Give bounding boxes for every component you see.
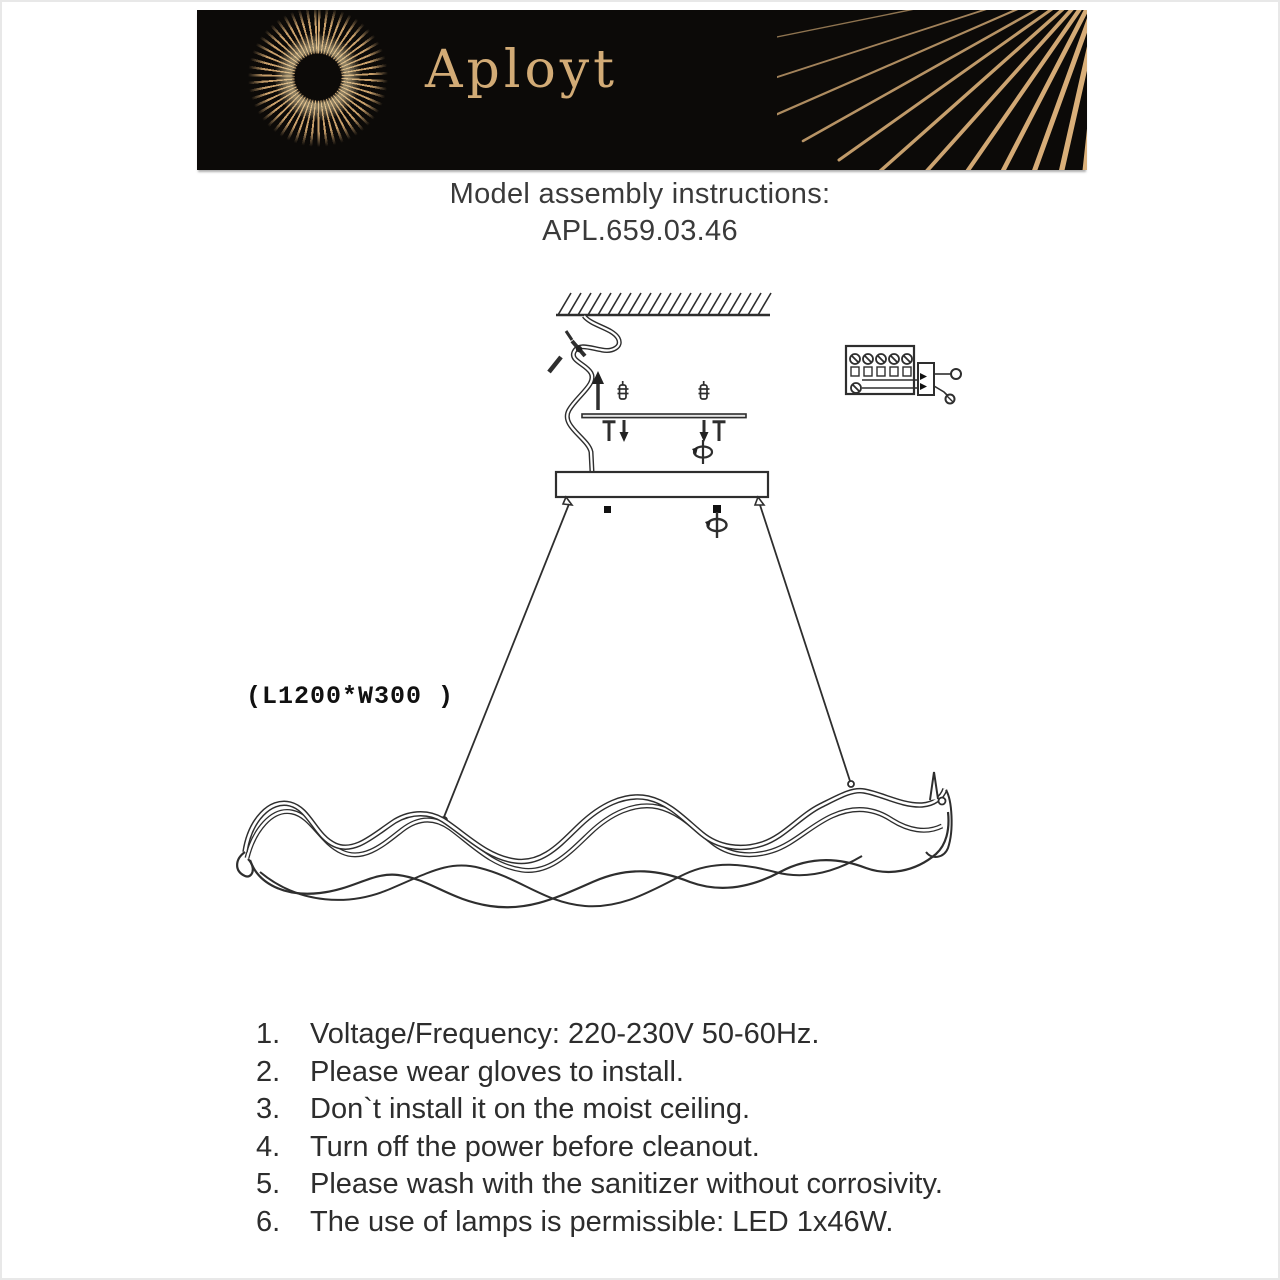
brand-banner [197, 10, 1087, 170]
rotate-symbol-lower [705, 512, 727, 538]
instruction-number: 3. [256, 1093, 281, 1125]
wavy-chandelier [237, 772, 952, 907]
instruction-number: 6. [256, 1205, 281, 1238]
brand-name: Aployt [425, 40, 619, 100]
instruction-number: 5. [256, 1168, 281, 1200]
dimension-label: (L1200*W300 ) [246, 682, 455, 711]
instruction-text: Don`t install it on the moist ceiling. [310, 1093, 751, 1125]
power-wire [549, 316, 619, 472]
wiring-schematic [846, 346, 961, 404]
instruction-text: Voltage/Frequency: 220-230V 50-60Hz. [310, 1018, 820, 1050]
marker-square-left [604, 506, 611, 513]
ceiling-hatch [556, 293, 771, 315]
up-arrow [592, 371, 604, 410]
marker-square-right [713, 505, 721, 513]
bracket-screws [603, 420, 726, 442]
suspension-cables [441, 504, 854, 823]
instruction-item [256, 1054, 1086, 1092]
title-block [0, 176, 1280, 250]
anchor-pins [618, 381, 710, 399]
fan-rays-icon [777, 10, 1087, 170]
instruction-list [256, 1016, 1086, 1241]
rotate-symbol-upper [692, 440, 712, 464]
instruction-text: Please wear gloves to install. [310, 1055, 684, 1088]
instruction-number: 4. [256, 1130, 281, 1163]
instruction-item [256, 1091, 1086, 1129]
page-title: Model assembly instructions: [449, 178, 831, 210]
instruction-text: Turn off the power before cleanout. [310, 1130, 760, 1163]
model-number: APL.659.03.46 [542, 215, 738, 247]
sunburst-logo-icon [243, 10, 393, 152]
instruction-item [256, 1204, 1086, 1242]
instruction-text: The use of lamps is permissible: LED 1x46W. [310, 1205, 894, 1238]
mounting-bracket [582, 414, 746, 418]
instruction-number: 1. [256, 1018, 281, 1050]
canopy-plate [556, 472, 768, 505]
instruction-text: Please wash with the sanitizer without corrosivity. [310, 1168, 943, 1200]
instruction-item [256, 1129, 1086, 1167]
instruction-number: 2. [256, 1055, 281, 1088]
instruction-item [256, 1016, 1086, 1054]
instruction-item [256, 1166, 1086, 1204]
